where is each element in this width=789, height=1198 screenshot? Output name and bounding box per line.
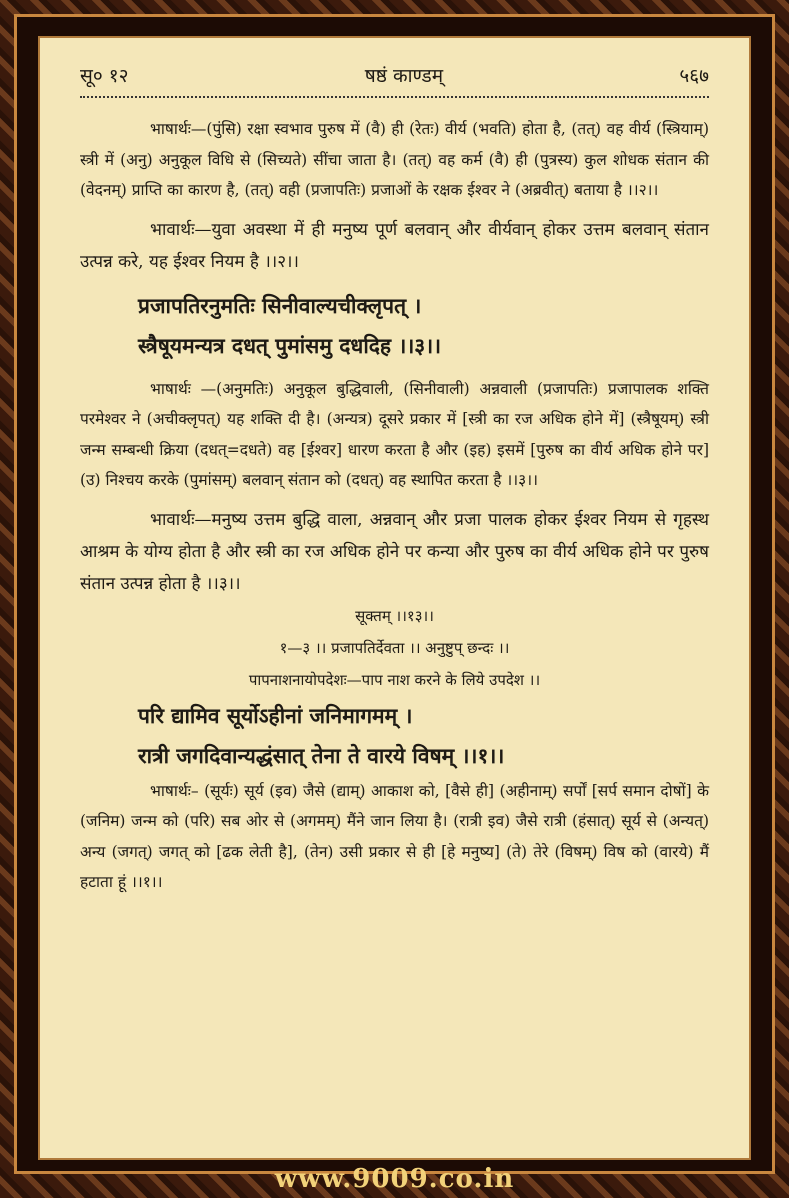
upadesha-line: पापनाशनायोपदेशः—पाप नाश करने के लिये उपदेश ।। [248, 670, 541, 689]
bhashartha-1: भाषार्थः– (सूर्यः) सूर्य (इव) जैसे (द्याम्) आकाश को, [वैसे ही] (अहीनाम्) सर्पों [सर्प समान दोषों] के (जनिम) जन्म को (परि) सब ओर से (अगमम्) मैंने जान लिया है। (रात्री इव) जैसे रात्री (हंसात्) सूर्य से (अन्यत्) अन्य (जगत्) जगत् को [ढक लेती है], (तेन) उसी प्रकार से ही [हे मनुष्य] (ते) तेरे (विषम्) विष को (वारये) मैं हटाता हूं ।।१।। [80, 781, 709, 891]
bhashartha-2: भाषार्थः—(पुंसि) रक्षा स्वभाव पुरुष में (वै) ही (रेतः) वीर्य (भवति) होता है, (तत्) वह वीर्य (स्त्रियाम्) स्त्री में (अनु) अनुकूल विधि से (सिच्यते) सींचा जाता है। (तत्) वह कर्म (वै) ही (पुत्रस्य) कुल शोधक संतान की (वेदनम्) प्राप्ति का कारण है, (तत्) वही (प्रजापतिः) प्रजाओं के रक्षक ईश्वर ने (अब्रवीत्) बताया है ।।२।। [80, 120, 709, 199]
mantra-3-line-1: प्रजापतिरनुमतिः सिनीवाल्यचीक्लृपत् । [138, 292, 422, 318]
page-body [80, 114, 709, 898]
website-link[interactable]: www.9009.co.in [274, 1164, 515, 1194]
bhavartha-3: भावार्थः—मनुष्य उत्तम बुद्धि वाला, अन्नवान् और प्रजा पालक होकर ईश्वर नियम से गृहस्थ आश्रम के योग्य होता है और स्त्री का रज अधिक होने पर कन्या और पुरुष का वीर्य अधिक होने पर पुरुष संतान उत्पन्न होता है ।।३।। [80, 509, 709, 594]
mantra-3-line-2: स्त्रैषूयमन्यत्र दधत् पुमांसमु दधदिह ।।३।। [138, 332, 442, 358]
devata-chhanda: १—३ ।। प्रजापतिर्देवता ।। अनुष्टुप् छन्दः ।। [279, 638, 510, 657]
page-header [80, 60, 709, 90]
kanda-title: षष्ठं काण्डम् [364, 65, 444, 87]
header-divider [80, 96, 709, 98]
scanned-page [38, 36, 751, 1160]
bhashartha-3: भाषार्थः —(अनुमतिः) अनुकूल बुद्धिवाली, (सिनीवाली) अन्नवाली (प्रजापतिः) प्रजापालक शक्ति परमेश्वर ने (अचीक्लृपत्) यह शक्ति दी है। (अन्यत्र) दूसरे प्रकार में [स्त्री का रज अधिक होने में] (स्त्रैषूयम्) स्त्री जन्म सम्बन्धी क्रिया (दधत्=दधते) वह [ईश्वर] धारण करता है और (इह) इसमें [पुरुष का वीर्य अधिक होने पर] (उ) निश्चय करके (पुमांसम्) बलवान् संतान को (दधत्) वह स्थापित करता है ।।३।। [80, 379, 709, 489]
sukta-heading: सूक्तम् ।।१३।। [355, 606, 434, 625]
footer-bar [0, 1160, 789, 1198]
mantra-1-line-1: परि द्यामिव सूर्योऽहीनां जनिमागमम् । [138, 702, 413, 728]
mantra-1-line-2: रात्री जगदिवान्यद्धंसात् तेना ते वारये विषम् ।।१।। [138, 742, 505, 768]
page-number: ५६७ [679, 65, 709, 87]
bhavartha-2: भावार्थः—युवा अवस्था में ही मनुष्य पूर्ण बलवान् और वीर्यवान् होकर उत्तम बलवान् संतान उत्पन्न करे, यह ईश्वर नियम है ।।२।। [80, 219, 709, 272]
sukta-number: सू० १२ [80, 65, 129, 87]
